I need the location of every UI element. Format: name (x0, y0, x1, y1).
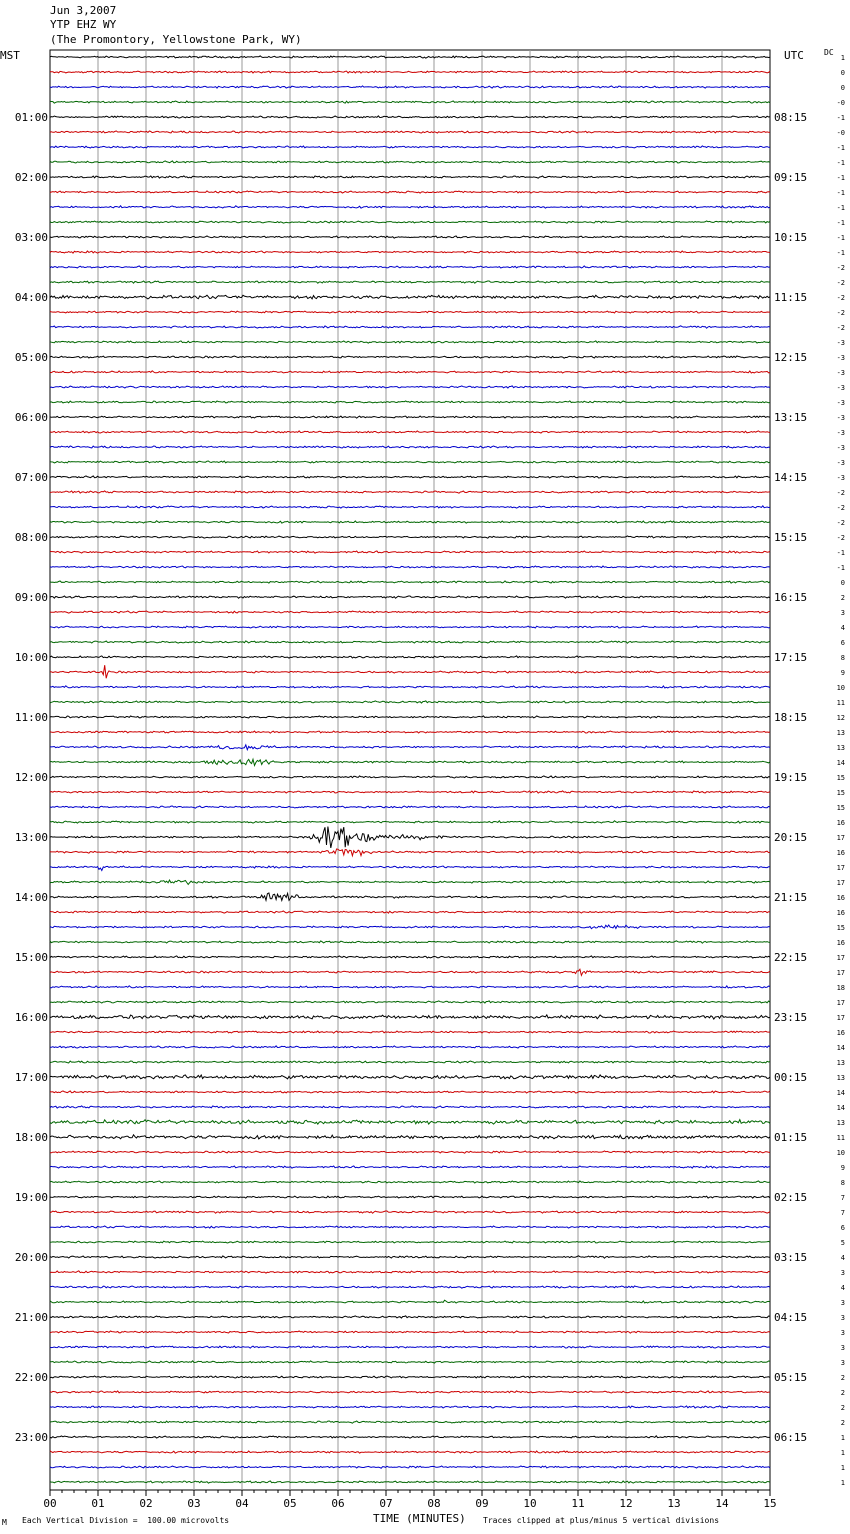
dc-offset-label: -1 (836, 189, 845, 197)
utc-hour-label: 10:15 (774, 231, 808, 244)
mst-hour-label: 02:00 (14, 171, 48, 184)
dc-offset-label: -1 (836, 249, 845, 257)
dc-offset-label: -3 (836, 459, 845, 467)
dc-offset-label: -2 (836, 504, 845, 512)
trace-line-2 (50, 71, 770, 73)
trace-line-38 (50, 611, 770, 613)
trace-line-37 (50, 596, 770, 598)
trace-line-43 (50, 686, 770, 688)
trace-line-53 (50, 827, 770, 848)
dc-offset-label: 3 (840, 1299, 845, 1307)
dc-offset-label: 4 (840, 1284, 845, 1292)
dc-offset-label: 16 (836, 849, 845, 857)
x-tick-label: 01 (91, 1497, 105, 1510)
trace-line-25 (50, 416, 770, 418)
dc-offset-label: 9 (840, 669, 845, 677)
dc-offset-label: 5 (840, 1239, 845, 1247)
dc-offset-label: -3 (836, 339, 845, 347)
trace-line-95 (50, 1466, 770, 1468)
utc-hour-label: 14:15 (774, 471, 808, 484)
dc-offset-label: 1 (840, 1449, 845, 1457)
x-tick-label: 14 (715, 1497, 729, 1510)
dc-offset-label: -1 (836, 219, 845, 227)
corner-mark: M (2, 1518, 7, 1527)
dc-offset-label: 8 (840, 654, 845, 662)
dc-offset-label: -1 (836, 549, 845, 557)
trace-line-27 (50, 446, 770, 448)
dc-offset-label: 2 (840, 1389, 845, 1397)
clip-note: Traces clipped at plus/minus 5 vertical divisions (483, 1516, 720, 1525)
utc-hour-label: 01:15 (774, 1131, 808, 1144)
dc-offset-label: 1 (840, 1464, 845, 1472)
x-tick-label: 02 (139, 1497, 153, 1510)
dc-offset-label: -2 (836, 324, 845, 332)
utc-hour-label: 21:15 (774, 891, 808, 904)
dc-offset-label: -2 (836, 294, 845, 302)
dc-offset-label: -1 (836, 114, 845, 122)
trace-line-76 (50, 1181, 770, 1183)
dc-offset-label: 18 (836, 984, 845, 992)
utc-hour-label: 04:15 (774, 1311, 808, 1324)
trace-line-36 (50, 581, 770, 583)
x-tick-label: 12 (619, 1497, 633, 1510)
trace-line-21 (50, 356, 770, 358)
trace-line-63 (50, 986, 770, 988)
trace-line-64 (50, 1001, 770, 1003)
dc-offset-label: -0 (836, 99, 845, 107)
trace-line-3 (50, 86, 770, 88)
left-axis-title: MST (0, 49, 20, 62)
x-tick-label: 03 (187, 1497, 201, 1510)
trace-line-19 (50, 326, 770, 328)
utc-hour-label: 09:15 (774, 171, 808, 184)
dc-offset-label: 17 (836, 834, 845, 842)
mst-hour-label: 03:00 (14, 231, 48, 244)
dc-offset-label: 16 (836, 909, 845, 917)
x-tick-label: 05 (283, 1497, 297, 1510)
trace-line-9 (50, 176, 770, 178)
trace-line-65 (50, 1015, 770, 1019)
dc-offset-label: 10 (836, 1149, 845, 1157)
trace-line-75 (50, 1166, 770, 1168)
utc-hour-label: 08:15 (774, 111, 808, 124)
dc-offset-label: 2 (840, 594, 845, 602)
trace-line-59 (50, 925, 770, 929)
dc-offset-label: -3 (836, 384, 845, 392)
trace-line-54 (50, 849, 770, 856)
trace-line-72 (50, 1120, 770, 1125)
trace-line-60 (50, 941, 770, 943)
trace-line-41 (50, 656, 770, 658)
utc-hour-label: 06:15 (774, 1431, 808, 1444)
trace-line-10 (50, 191, 770, 193)
dc-offset-label: 17 (836, 954, 845, 962)
trace-line-34 (50, 551, 770, 553)
trace-line-92 (50, 1421, 770, 1423)
utc-hour-label: 05:15 (774, 1371, 808, 1384)
trace-line-96 (50, 1481, 770, 1483)
trace-line-57 (50, 893, 770, 900)
dc-offset-label: 0 (840, 579, 845, 587)
trace-line-73 (50, 1135, 770, 1139)
trace-line-33 (50, 536, 770, 538)
dc-offset-label: -3 (836, 474, 845, 482)
header-date: Jun 3,2007 (50, 4, 117, 17)
dc-offset-label: 13 (836, 1119, 845, 1127)
dc-offset-label: 12 (836, 714, 845, 722)
dc-offset-label: -3 (836, 354, 845, 362)
trace-line-17 (50, 295, 770, 299)
trace-line-91 (50, 1406, 770, 1408)
trace-line-50 (50, 791, 770, 793)
mst-hour-label: 06:00 (14, 411, 48, 424)
trace-line-55 (50, 866, 770, 871)
dc-offset-label: 1 (840, 1434, 845, 1442)
dc-offset-label: 13 (836, 744, 845, 752)
dc-offset-label: 3 (840, 1269, 845, 1277)
dc-offset-label: -2 (836, 264, 845, 272)
mst-hour-label: 11:00 (14, 711, 48, 724)
trace-line-77 (50, 1196, 770, 1198)
trace-line-24 (50, 401, 770, 403)
trace-line-84 (50, 1300, 770, 1303)
trace-line-39 (50, 626, 770, 628)
trace-line-23 (50, 386, 770, 388)
x-tick-label: 13 (667, 1497, 681, 1510)
dc-offset-label: 14 (836, 759, 845, 767)
mst-hour-label: 10:00 (14, 651, 48, 664)
trace-line-90 (50, 1391, 770, 1393)
trace-line-87 (50, 1346, 770, 1348)
dc-offset-label: -2 (836, 489, 845, 497)
dc-offset-label: 14 (836, 1104, 845, 1112)
trace-line-7 (50, 146, 770, 148)
x-tick-label: 15 (763, 1497, 777, 1510)
trace-line-58 (50, 911, 770, 913)
dc-offset-label: -1 (836, 204, 845, 212)
trace-line-74 (50, 1151, 770, 1153)
dc-offset-label: 1 (840, 54, 845, 62)
dc-offset-label: -1 (836, 564, 845, 572)
utc-hour-label: 16:15 (774, 591, 808, 604)
dc-offset-label: 2 (840, 1404, 845, 1412)
trace-line-8 (50, 161, 770, 163)
trace-line-67 (50, 1046, 770, 1048)
dc-offset-label: 4 (840, 1254, 845, 1262)
dc-offset-label: 8 (840, 1179, 845, 1187)
utc-hour-label: 18:15 (774, 711, 808, 724)
mst-hour-label: 18:00 (14, 1131, 48, 1144)
dc-offset-label: 17 (836, 864, 845, 872)
dc-offset-label: 17 (836, 1014, 845, 1022)
dc-offset-label: -3 (836, 369, 845, 377)
dc-offset-label: 2 (840, 1419, 845, 1427)
dc-offset-label: 16 (836, 1029, 845, 1037)
utc-hour-label: 19:15 (774, 771, 808, 784)
dc-title: DC (824, 48, 834, 57)
trace-line-66 (50, 1031, 770, 1033)
trace-line-88 (50, 1361, 770, 1363)
dc-offset-label: 3 (840, 1329, 845, 1337)
trace-line-68 (50, 1061, 770, 1063)
trace-line-94 (50, 1451, 770, 1453)
trace-line-46 (50, 731, 770, 733)
x-tick-label: 06 (331, 1497, 345, 1510)
trace-line-20 (50, 341, 770, 343)
x-tick-label: 04 (235, 1497, 249, 1510)
dc-offset-label: 3 (840, 1344, 845, 1352)
trace-line-79 (50, 1226, 770, 1228)
trace-line-12 (50, 221, 770, 223)
dc-offset-label: 11 (836, 1134, 845, 1142)
x-tick-label: 00 (43, 1497, 57, 1510)
mst-hour-label: 17:00 (14, 1071, 48, 1084)
dc-offset-label: 3 (840, 1314, 845, 1322)
trace-line-31 (50, 506, 770, 508)
utc-hour-label: 11:15 (774, 291, 808, 304)
trace-line-56 (50, 880, 770, 884)
utc-hour-label: 00:15 (774, 1071, 808, 1084)
trace-line-82 (50, 1271, 770, 1273)
dc-offset-label: 15 (836, 924, 845, 932)
trace-line-28 (50, 461, 770, 463)
dc-offset-label: -3 (836, 429, 845, 437)
dc-offset-label: 3 (840, 1359, 845, 1367)
trace-line-6 (50, 131, 770, 133)
dc-offset-label: -2 (836, 279, 845, 287)
trace-line-18 (50, 311, 770, 313)
mst-hour-label: 15:00 (14, 951, 48, 964)
utc-hour-label: 02:15 (774, 1191, 808, 1204)
utc-hour-label: 23:15 (774, 1011, 808, 1024)
trace-line-15 (50, 266, 770, 268)
trace-line-83 (50, 1286, 770, 1288)
dc-offset-label: 11 (836, 699, 845, 707)
x-axis-title: TIME (MINUTES) (373, 1512, 466, 1525)
x-tick-label: 07 (379, 1497, 393, 1510)
dc-offset-label: 14 (836, 1089, 845, 1097)
mst-hour-label: 04:00 (14, 291, 48, 304)
dc-offset-label: 2 (840, 1374, 845, 1382)
trace-line-16 (50, 281, 770, 283)
mst-hour-label: 13:00 (14, 831, 48, 844)
dc-offset-label: -1 (836, 234, 845, 242)
dc-offset-label: 6 (840, 639, 845, 647)
trace-line-70 (50, 1091, 770, 1093)
trace-line-14 (50, 251, 770, 253)
mst-hour-label: 07:00 (14, 471, 48, 484)
dc-offset-label: 1 (840, 1479, 845, 1487)
dc-offset-label: 13 (836, 729, 845, 737)
trace-line-40 (50, 641, 770, 643)
dc-offset-label: 16 (836, 939, 845, 947)
dc-offset-label: 7 (840, 1194, 845, 1202)
trace-line-86 (50, 1331, 770, 1333)
dc-offset-label: -3 (836, 399, 845, 407)
trace-line-5 (50, 116, 770, 118)
mst-hour-label: 01:00 (14, 111, 48, 124)
trace-line-47 (50, 745, 770, 750)
dc-offset-label: 4 (840, 624, 845, 632)
mst-hour-label: 09:00 (14, 591, 48, 604)
mst-hour-label: 22:00 (14, 1371, 48, 1384)
trace-line-1 (50, 56, 770, 58)
dc-offset-label: 17 (836, 879, 845, 887)
plot-frame (50, 50, 770, 1490)
mst-hour-label: 16:00 (14, 1011, 48, 1024)
mst-hour-label: 20:00 (14, 1251, 48, 1264)
dc-offset-label: 13 (836, 1074, 845, 1082)
utc-hour-label: 13:15 (774, 411, 808, 424)
trace-line-32 (50, 521, 770, 523)
x-tick-label: 08 (427, 1497, 441, 1510)
dc-offset-label: -3 (836, 444, 845, 452)
mst-hour-label: 05:00 (14, 351, 48, 364)
scale-note: Each Vertical Division = 100.00 microvolts (22, 1516, 230, 1525)
dc-offset-label: 16 (836, 819, 845, 827)
trace-line-26 (50, 431, 770, 433)
dc-offset-label: -1 (836, 159, 845, 167)
x-tick-label: 11 (571, 1497, 585, 1510)
utc-hour-label: 03:15 (774, 1251, 808, 1264)
mst-hour-label: 21:00 (14, 1311, 48, 1324)
dc-offset-label: -0 (836, 129, 845, 137)
trace-line-30 (50, 491, 770, 493)
x-tick-label: 10 (523, 1497, 537, 1510)
trace-line-61 (50, 956, 770, 958)
trace-line-80 (50, 1241, 770, 1243)
trace-line-49 (50, 776, 770, 778)
dc-offset-label: 17 (836, 969, 845, 977)
dc-offset-label: -1 (836, 174, 845, 182)
dc-offset-label: -2 (836, 309, 845, 317)
dc-offset-label: 10 (836, 684, 845, 692)
dc-offset-label: 15 (836, 804, 845, 812)
header-location: (The Promontory, Yellowstone Park, WY) (50, 33, 302, 46)
dc-offset-label: 17 (836, 999, 845, 1007)
trace-line-62 (50, 969, 770, 975)
x-tick-label: 09 (475, 1497, 489, 1510)
dc-offset-label: 3 (840, 609, 845, 617)
trace-line-89 (50, 1376, 770, 1378)
utc-hour-label: 17:15 (774, 651, 808, 664)
trace-line-85 (50, 1316, 770, 1318)
utc-hour-label: 15:15 (774, 531, 808, 544)
utc-hour-label: 20:15 (774, 831, 808, 844)
trace-line-51 (50, 806, 770, 808)
trace-line-42 (50, 665, 770, 678)
dc-offset-label: -2 (836, 534, 845, 542)
header-station: YTP EHZ WY (50, 18, 117, 31)
dc-offset-label: 13 (836, 1059, 845, 1067)
utc-hour-label: 12:15 (774, 351, 808, 364)
trace-line-52 (50, 821, 770, 823)
dc-offset-label: 0 (840, 84, 845, 92)
dc-offset-label: 6 (840, 1224, 845, 1232)
mst-hour-label: 08:00 (14, 531, 48, 544)
right-axis-title: UTC (784, 49, 804, 62)
trace-line-48 (50, 759, 770, 765)
mst-hour-label: 19:00 (14, 1191, 48, 1204)
dc-offset-label: 9 (840, 1164, 845, 1172)
dc-offset-label: 0 (840, 69, 845, 77)
dc-offset-label: -3 (836, 414, 845, 422)
dc-offset-label: -2 (836, 519, 845, 527)
trace-line-13 (50, 236, 770, 238)
trace-line-71 (50, 1106, 770, 1108)
dc-offset-label: 15 (836, 789, 845, 797)
dc-offset-label: 7 (840, 1209, 845, 1217)
trace-line-81 (50, 1256, 770, 1258)
dc-offset-label: 16 (836, 894, 845, 902)
trace-line-11 (50, 206, 770, 208)
trace-line-22 (50, 371, 770, 373)
trace-line-45 (50, 716, 770, 718)
mst-hour-label: 12:00 (14, 771, 48, 784)
trace-line-29 (50, 476, 770, 478)
utc-hour-label: 22:15 (774, 951, 808, 964)
dc-offset-label: 15 (836, 774, 845, 782)
trace-line-35 (50, 566, 770, 568)
mst-hour-label: 23:00 (14, 1431, 48, 1444)
dc-offset-label: 14 (836, 1044, 845, 1052)
trace-line-4 (50, 101, 770, 103)
trace-line-44 (50, 701, 770, 703)
trace-line-93 (50, 1436, 770, 1438)
mst-hour-label: 14:00 (14, 891, 48, 904)
trace-line-69 (50, 1075, 770, 1079)
trace-line-78 (50, 1211, 770, 1213)
dc-offset-label: -1 (836, 144, 845, 152)
